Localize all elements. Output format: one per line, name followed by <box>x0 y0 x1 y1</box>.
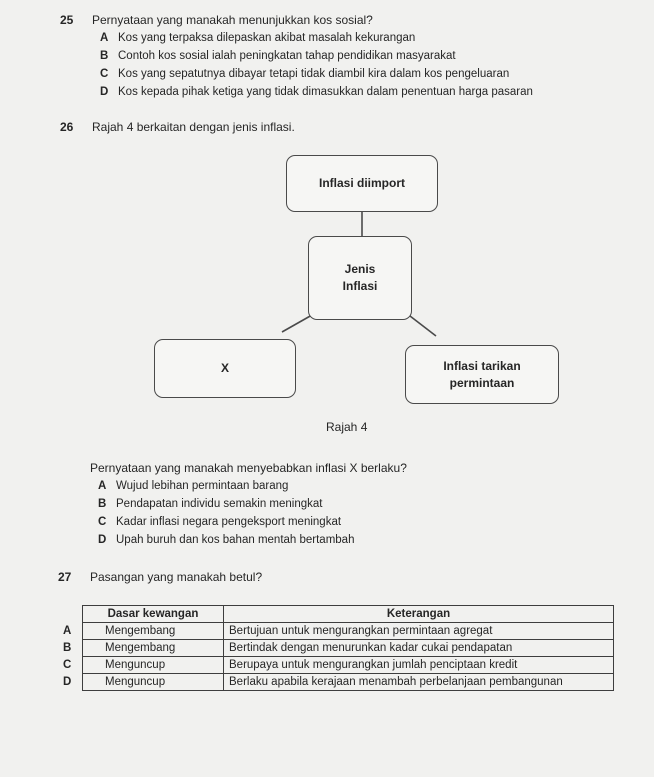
diagram-right-line1: Inflasi tarikan <box>443 358 521 373</box>
diagram-center-line1: Jenis <box>344 262 376 276</box>
diagram-box-center <box>308 236 412 320</box>
row-letter: A <box>58 623 83 640</box>
q26-option-b <box>98 498 323 510</box>
option-letter: D <box>98 534 107 546</box>
table-row <box>58 623 614 640</box>
table-header-blank <box>58 606 83 623</box>
option-letter: D <box>100 86 109 98</box>
table-header-policy: Dasar kewangan <box>83 606 224 623</box>
row-letter: D <box>58 674 83 691</box>
q26-option-a <box>98 480 288 492</box>
option-letter: A <box>98 480 107 492</box>
q26-option-c <box>98 516 341 528</box>
row-description: Bertindak dengan menurunkan kadar cukai pendapatan <box>224 640 614 657</box>
option-text: Upah buruh dan kos bahan mentah bertambah <box>116 534 355 546</box>
diagram-box-right <box>405 345 559 404</box>
option-letter: B <box>100 50 109 62</box>
diagram-caption: Rajah 4 <box>326 420 368 434</box>
diagram-box-left <box>154 339 296 398</box>
row-description: Berupaya untuk mengurangkan jumlah penciptaan kredit <box>224 657 614 674</box>
diagram-top-label: Inflasi diimport <box>318 176 405 190</box>
q26-option-d <box>98 534 354 546</box>
row-description: Bertujuan untuk mengurangkan permintaan agregat <box>224 623 614 640</box>
row-policy: Mengembang <box>83 623 224 640</box>
table-header-row <box>58 606 614 623</box>
diagram-right-line2: permintaan <box>449 375 515 390</box>
row-letter: B <box>58 640 83 657</box>
option-text: Kadar inflasi negara pengeksport meningkat <box>116 516 342 528</box>
row-description: Berlaku apabila kerajaan menambah perbelanjaan pembangunan <box>224 674 614 691</box>
q27-stem: Pasangan yang manakah betul? <box>90 570 263 584</box>
q27-answer-table <box>58 605 614 691</box>
q26-number: 26 <box>60 120 74 134</box>
option-text: Wujud lebihan permintaan barang <box>116 480 289 492</box>
option-text: Kos kepada pihak ketiga yang tidak dimasukkan dalam penentuan harga pasaran <box>118 86 533 98</box>
q26-question: Pernyataan yang manakah menyebabkan inflasi X berlaku? <box>90 461 407 475</box>
option-text: Kos yang sepatutnya dibayar tetapi tidak diambil kira dalam kos pengeluaran <box>118 68 510 80</box>
row-policy: Menguncup <box>83 674 224 691</box>
diagram-box-top <box>286 155 438 212</box>
connector-left <box>282 315 312 332</box>
table-header-description: Keterangan <box>224 606 614 623</box>
option-text: Pendapatan individu semakin meningkat <box>116 498 323 510</box>
q25-number: 25 <box>60 13 74 27</box>
option-text: Contoh kos sosial ialah peningkatan tahap pendidikan masyarakat <box>118 50 456 62</box>
q27-number: 27 <box>58 570 72 584</box>
q25-stem: Pernyataan yang manakah menunjukkan kos sosial? <box>92 13 373 27</box>
row-policy: Menguncup <box>83 657 224 674</box>
table-row <box>58 674 614 691</box>
option-letter: A <box>100 32 109 44</box>
option-letter: C <box>100 68 109 80</box>
q26-stem: Rajah 4 berkaitan dengan jenis inflasi. <box>92 120 295 134</box>
connector-right <box>410 316 436 336</box>
table-row <box>58 640 614 657</box>
row-policy: Mengembang <box>83 640 224 657</box>
row-letter: C <box>58 657 83 674</box>
option-text: Kos yang terpaksa dilepaskan akibat masalah kekurangan <box>118 32 416 44</box>
diagram-center-line2: Inflasi <box>342 279 378 293</box>
option-letter: C <box>98 516 107 528</box>
option-letter: B <box>98 498 107 510</box>
table-row <box>58 657 614 674</box>
diagram-left-label: X <box>220 361 229 375</box>
